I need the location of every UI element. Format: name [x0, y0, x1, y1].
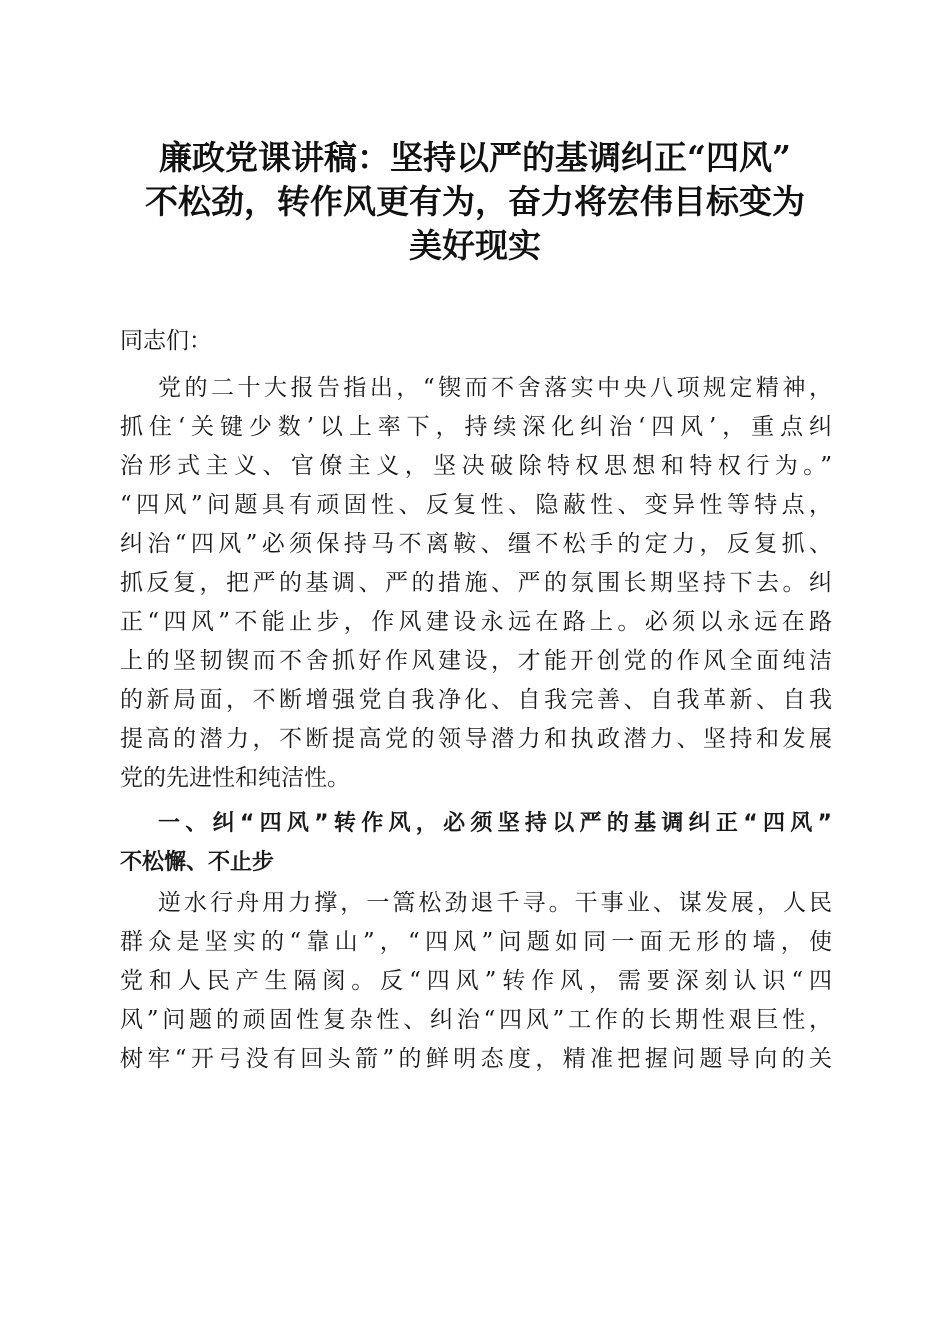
title-line-1: 廉政党课讲稿：坚持以严的基调纠正“四风” [159, 138, 791, 177]
paragraph-1-line: 党的先进性和纯洁性。 [120, 765, 350, 791]
paragraph-1-line: 抓住‘关键少数’以上率下，持续深化纠治‘四风’，重点纠 [120, 414, 832, 440]
paragraph-1-line: “四风”问题具有顽固性、反复性、隐蔽性、变异性等特点， [120, 492, 832, 518]
paragraph-2-line: 逆水行舟用力撑，一篙松劲退千寻。干事业、谋发展，人民 [158, 890, 832, 916]
paragraph-2-line: 树牢“开弓没有回头箭”的鲜明态度，精准把握问题导向的关 [120, 1046, 832, 1072]
title-line-3: 美好现实 [409, 226, 541, 265]
paragraph-2-line: 党和人民产生隔阂。反“四风”转作风，需要深刻认识“四 [120, 968, 832, 994]
paragraph-1-line: 治形式主义、官僚主义，坚决破除特权思想和特权行为。” [120, 453, 832, 479]
salutation: 同志们： [120, 328, 212, 354]
paragraph-1-line: 抓反复，把严的基调、严的措施、严的氛围长期坚持下去。纠 [120, 570, 832, 596]
paragraph-1-line: 纠治“四风”必须保持马不离鞍、缰不松手的定力，反复抓、 [120, 531, 832, 557]
paragraph-2-line: 群众是坚实的“靠山”，“四风”问题如同一面无形的墙，使 [120, 929, 832, 955]
section-heading-1 [120, 804, 832, 882]
paragraph-2-line: 风”问题的顽固性复杂性、纠治“四风”工作的长期性艰巨性， [120, 1007, 832, 1033]
document-title [110, 136, 840, 268]
section-heading-1-line: 一、纠“四风”转作风，必须坚持以严的基调纠正“四风” [158, 811, 832, 836]
paragraph-1-line: 正“四风”不能止步，作风建设永远在路上。必须以永远在路 [120, 609, 832, 635]
paragraph-1-line: 提高的潜力，不断提高党的领导潜力和执政潜力、坚持和发展 [120, 726, 832, 752]
paragraph-1-line: 的新局面，不断增强党自我净化、自我完善、自我革新、自我 [120, 687, 832, 713]
paragraph-2 [120, 884, 832, 1079]
section-heading-1-line: 不松懈、不止步 [120, 850, 275, 875]
document-body [120, 322, 832, 1079]
paragraph-1 [120, 369, 832, 798]
title-line-2: 不松劲，转作风更有为，奋力将宏伟目标变为 [145, 182, 805, 221]
paragraph-1-line: 上的坚韧锲而不舍抓好作风建设，才能开创党的作风全面纯洁 [120, 648, 832, 674]
paragraph-1-line: 党的二十大报告指出，“锲而不舍落实中央八项规定精神， [158, 375, 832, 401]
